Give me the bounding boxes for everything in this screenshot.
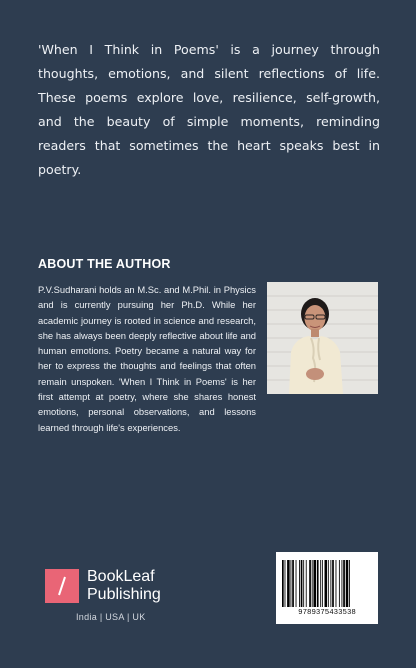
barcode-bar (317, 560, 319, 607)
barcode-icon (282, 560, 372, 607)
barcode-bar (285, 560, 286, 607)
isbn-number: 9789375433538 (298, 609, 356, 617)
logo-slash-mark (45, 569, 79, 603)
barcode-bar (282, 560, 284, 607)
barcode-bar (332, 560, 334, 607)
barcode-bar (343, 560, 345, 607)
barcode-bar (313, 560, 316, 607)
barcode-bar (292, 560, 294, 607)
barcode-bar (346, 560, 349, 607)
bookleaf-logo (45, 568, 161, 604)
publisher-regions: India | USA | UK (76, 612, 146, 622)
barcode-bar (299, 560, 300, 607)
barcode-bar (336, 560, 337, 607)
barcode-bar (330, 560, 331, 607)
barcode-bar (301, 560, 303, 607)
barcode-bar (287, 560, 290, 607)
publisher-name-line1: BookLeaf (87, 568, 155, 585)
author-bio: P.V.Sudharani holds an M.Sc. and M.Phil. in Physics and is currently pursuing her Ph.D. While her academic journey is rooted in science and research, she has always been deeply reflective about life and human emotions. Poetry became a natural way for her to express the thoughts and feelings that often remain unspoken. 'When I Think in Poems' is her first attempt at poetry, where she shares honest emotions, personal observations, and lessons learned through life's experiences. (38, 284, 256, 433)
barcode-bar (339, 560, 340, 607)
barcode-bar (328, 560, 329, 607)
barcode-bar (322, 560, 323, 607)
barcode-bar (312, 560, 313, 607)
barcode-bar (291, 560, 292, 607)
barcode-bar (349, 560, 350, 607)
barcode-bar (306, 560, 307, 607)
slash-icon (45, 569, 79, 603)
barcode-bar (303, 560, 304, 607)
author-photo (267, 282, 378, 394)
barcode-bar (325, 560, 328, 607)
barcode-bar (309, 560, 311, 607)
about-author-heading: ABOUT THE AUTHOR (38, 257, 171, 271)
back-cover-blurb: 'When I Think in Poems' is a journey through thoughts, emotions, and silent reflections of life. These poems explore love, resilience, self-growth, and the beauty of simple moments, reminding readers that sometimes the heart speaks best in poetry. (38, 42, 380, 177)
publisher-name-line2: Publishing (87, 586, 161, 603)
author-portrait-image (267, 282, 378, 394)
barcode-bar (342, 560, 343, 607)
barcode-bar (320, 560, 321, 607)
isbn-barcode (276, 552, 378, 624)
barcode-bar (296, 560, 297, 607)
publisher-name (87, 568, 161, 604)
